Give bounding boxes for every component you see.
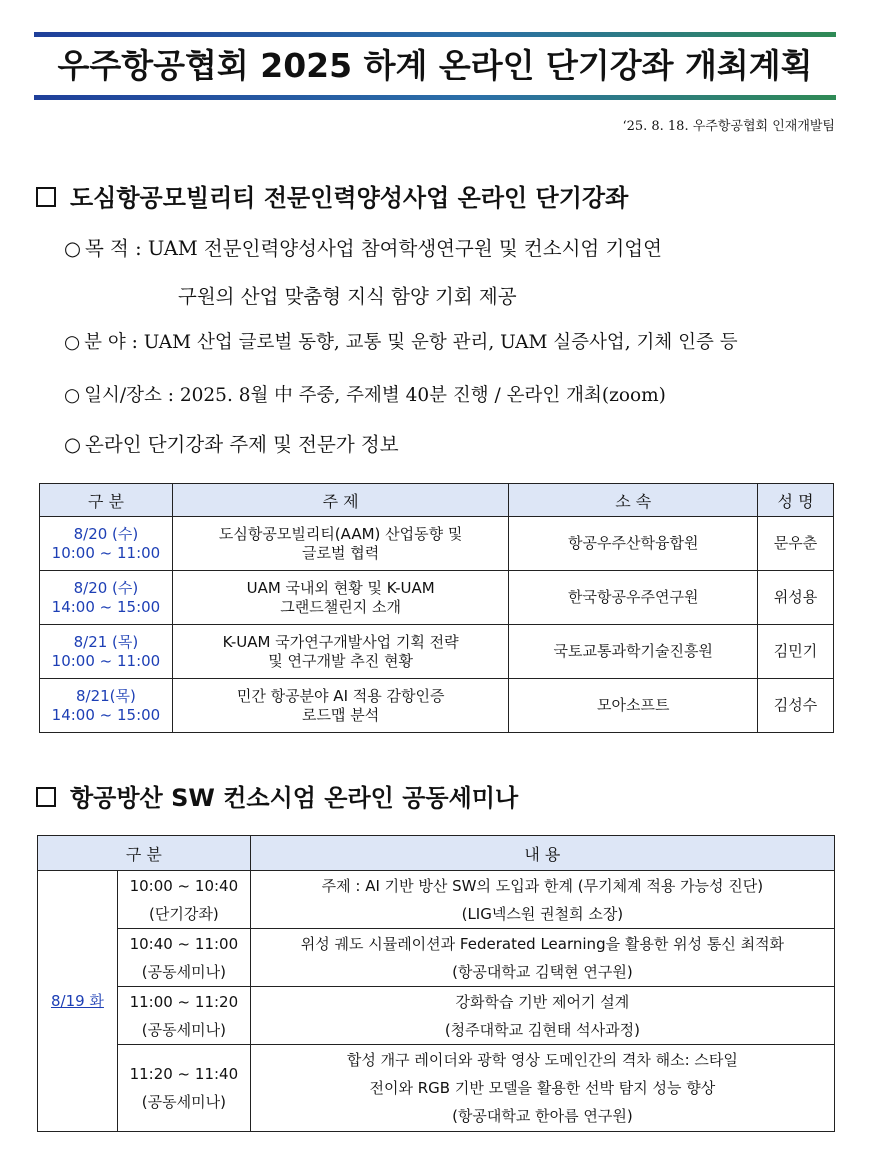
content-line: (항공대학교 김택현 연구원) [452, 962, 633, 981]
lecture-table [39, 483, 834, 733]
bullet-circle-icon: ○ [64, 332, 81, 353]
section2-heading-text: 항공방산 SW 컨소시엄 온라인 공동세미나 [70, 784, 519, 812]
seminar-table [37, 835, 835, 1132]
checkbox-square-icon [36, 187, 56, 207]
session-speaker: 문우춘 [758, 517, 834, 571]
session-speaker: 위성용 [758, 571, 834, 625]
header-content: 내 용 [250, 836, 834, 871]
seminar-content [250, 871, 834, 929]
topics-line [64, 429, 399, 457]
seminar-content [250, 987, 834, 1045]
topic-line: UAM 국내외 현황 및 K-UAM [246, 578, 435, 597]
issued-date-line: ‘25. 8. 18. 우주항공협회 인재개발팀 [622, 119, 835, 134]
session-time: 10:00 ~ 11:00 [51, 543, 161, 562]
session-topic [172, 679, 509, 733]
session-date: 8/20 (수) [73, 578, 139, 597]
title-bottom-rule [34, 95, 836, 100]
seminar-time [117, 1045, 250, 1132]
purpose-continued: 구원의 산업 맞춤형 지식 함양 기회 제공 [178, 285, 517, 308]
table-row [38, 987, 835, 1045]
table-row [40, 571, 834, 625]
lecture-table-header [40, 484, 834, 517]
content-line: 위성 궤도 시뮬레이션과 Federated Learning을 활용한 위성 통신 최적화 [300, 934, 785, 953]
table-row [38, 929, 835, 987]
header-category: 구 분 [38, 836, 251, 871]
session-speaker: 김민기 [758, 625, 834, 679]
schedule-line [64, 381, 666, 407]
session-datetime [40, 517, 173, 571]
table-row [40, 679, 834, 733]
seminar-time [117, 987, 250, 1045]
topic-line: 글로벌 협력 [302, 543, 380, 562]
session-type: (공동세미나) [141, 1093, 226, 1111]
table-row [40, 625, 834, 679]
seminar-time [117, 871, 250, 929]
topic-line: 로드맵 분석 [302, 705, 380, 724]
time-range: 10:40 ~ 11:00 [129, 934, 239, 953]
checkbox-square-icon [36, 787, 56, 807]
topic-line: 및 연구개발 추진 현황 [268, 651, 413, 670]
session-speaker: 김성수 [758, 679, 834, 733]
session-datetime [40, 679, 173, 733]
section1-heading [36, 178, 628, 213]
topic-line: K-UAM 국가연구개발사업 기획 전략 [222, 632, 459, 651]
seminar-content [250, 929, 834, 987]
bullet-circle-icon: ○ [64, 237, 82, 260]
section2-heading [36, 778, 518, 813]
session-affiliation: 모아소프트 [509, 679, 758, 733]
purpose-line [64, 233, 662, 261]
bullet-circle-icon: ○ [64, 433, 82, 456]
session-datetime [40, 625, 173, 679]
table-row [38, 871, 835, 929]
session-time: 14:00 ~ 15:00 [51, 705, 161, 724]
session-affiliation: 국토교통과학기술진흥원 [509, 625, 758, 679]
content-line: 주제 : AI 기반 방산 SW의 도입과 한계 (무기체계 적용 가능성 진단) [321, 876, 764, 895]
session-type: (공동세미나) [141, 1020, 226, 1039]
session-date: 8/21(목) [75, 686, 136, 705]
content-line: (항공대학교 한아름 연구원) [452, 1107, 633, 1125]
table-row [38, 1045, 835, 1132]
header-topic: 주 제 [172, 484, 509, 517]
time-range: 11:20 ~ 11:40 [129, 1065, 239, 1083]
purpose-text-1: 목 적 : UAM 전문인력양성사업 참여학생연구원 및 컨소시엄 기업연 [85, 237, 662, 260]
section1-heading-text: 도심항공모빌리티 전문인력양성사업 온라인 단기강좌 [70, 184, 629, 212]
topics-text: 온라인 단기강좌 주제 및 전문가 정보 [85, 433, 399, 456]
title-top-rule [34, 32, 836, 37]
seminar-time [117, 929, 250, 987]
session-date: 8/21 (목) [73, 632, 139, 651]
session-topic [172, 625, 509, 679]
header-category: 구 분 [40, 484, 173, 517]
content-line: (청주대학교 김현태 석사과정) [444, 1020, 640, 1039]
session-topic [172, 571, 509, 625]
time-range: 11:00 ~ 11:20 [129, 992, 239, 1011]
session-datetime [40, 571, 173, 625]
session-type: (단기강좌) [149, 904, 219, 923]
schedule-text: 일시/장소 : 2025. 8월 中 주중, 주제별 40분 진행 / 온라인 개최(zoom) [84, 385, 666, 406]
seminar-table-header [38, 836, 835, 871]
topic-line: 도심항공모빌리티(AAM) 산업동향 및 [218, 524, 463, 543]
bullet-circle-icon: ○ [64, 385, 81, 406]
session-date: 8/20 (수) [73, 524, 139, 543]
seminar-day: 8/19 화 [38, 871, 118, 1132]
session-type: (공동세미나) [141, 962, 226, 981]
session-affiliation: 한국항공우주연구원 [509, 571, 758, 625]
seminar-content [250, 1045, 834, 1132]
session-time: 10:00 ~ 11:00 [51, 651, 161, 670]
content-line: 전이와 RGB 기반 모델을 활용한 선박 탐지 성능 향상 [369, 1079, 716, 1097]
field-line [64, 328, 738, 354]
topic-line: 그랜드챌린지 소개 [280, 597, 401, 616]
document-title: 우주항공협회 2025 하계 온라인 단기강좌 개최계획 [57, 46, 813, 85]
table-row [40, 517, 834, 571]
session-time: 14:00 ~ 15:00 [51, 597, 161, 616]
field-text: 분 야 : UAM 산업 글로벌 동향, 교통 및 운항 관리, UAM 실증사업, 기체 인증 등 [84, 332, 738, 353]
content-line: 강화학습 기반 제어기 설계 [455, 992, 630, 1011]
session-topic [172, 517, 509, 571]
content-line: 합성 개구 레이더와 광학 영상 도메인간의 격차 해소: 스타일 [346, 1051, 738, 1069]
header-name: 성 명 [758, 484, 834, 517]
topic-line: 민간 항공분야 AI 적용 감항인증 [236, 686, 445, 705]
header-affiliation: 소 속 [509, 484, 758, 517]
session-affiliation: 항공우주산학융합원 [509, 517, 758, 571]
time-range: 10:00 ~ 10:40 [129, 876, 239, 895]
content-line: (LIG넥스원 권철희 소장) [461, 904, 624, 923]
